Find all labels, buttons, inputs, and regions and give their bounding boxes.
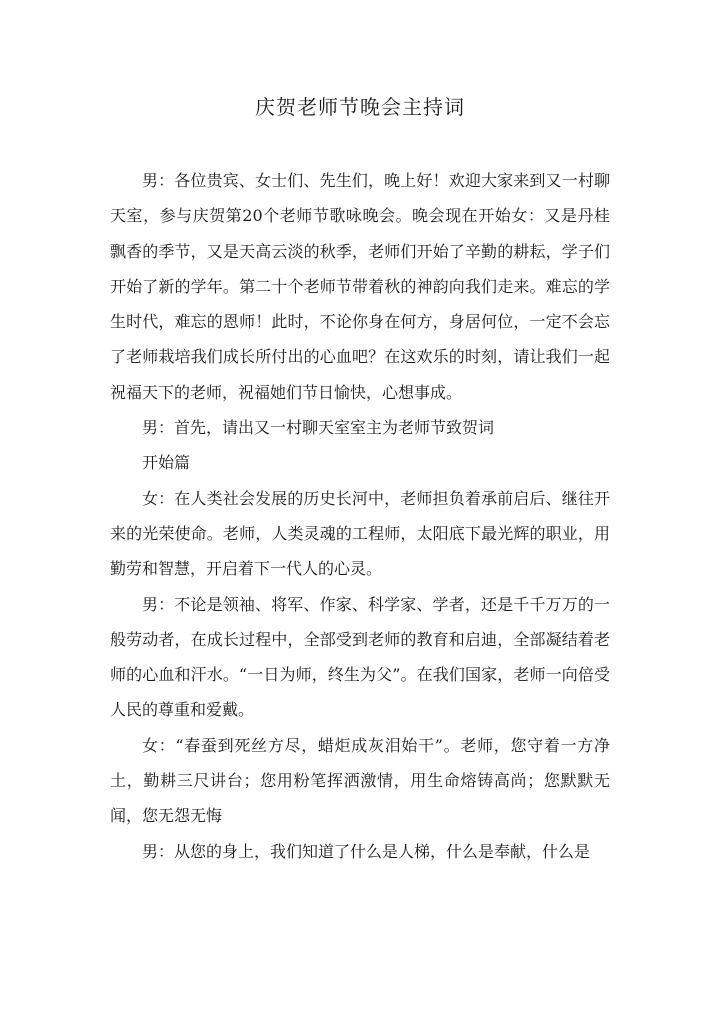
paragraph-host-invitation: 男：首先，请出又一村聊天室室主为老师节致贺词 [142, 418, 495, 438]
section-heading-opening: 开始篇 [142, 453, 191, 473]
paragraph-male-host-1: 男：不论是领袖、将军、作家、科学家、学者，还是千千万万的一般劳动者，在成长过程中，全部受到老师的教育和启迪，全部凝结着老师的心血和汗水。“一日为师，终生为父”。在我们国家，老师一向倍受人民的尊重和爱戴。 [110, 594, 610, 720]
document-body [110, 163, 610, 869]
paragraph-male-host-2: 男：从您的身上，我们知道了什么是人梯，什么是奉献，什么是 [142, 841, 591, 861]
document-title: 庆贺老师节晚会主持词 [255, 95, 465, 119]
paragraph-female-host-1: 女：在人类社会发展的历史长河中，老师担负着承前启后、继往开来的光荣使命。老师，人类灵魂的工程师，太阳底下最光辉的职业，用勤劳和智慧，开启着下一代人的心灵。 [110, 488, 610, 579]
paragraph-female-host-2: 女：“春蚕到死丝方尽，蜡炬成灰泪始干”。老师，您守着一方净土，勤耕三尺讲台；您用粉笔挥洒激情，用生命熔铸高尚；您默默无闻，您无怨无悔 [110, 735, 610, 826]
paragraph-opening-greeting: 男：各位贵宾、女士们、先生们，晚上好！欢迎大家来到又一村聊天室，参与庆贺第20个老师节歌咏晚会。晚会现在开始女：又是丹桂飘香的季节，又是天高云淡的秋季，老师们开始了辛勤的耕耘，学子们开始了新的学年。第二十个老师节带着秋的神韵向我们走来。难忘的学生时代，难忘的恩师！此时，不论你身在何方，身居何位，一定不会忘了老师栽培我们成长所付出的心血吧？在这欢乐的时刻，请让我们一起祝福天下的老师，祝福她们节日愉快，心想事成。 [110, 171, 610, 402]
